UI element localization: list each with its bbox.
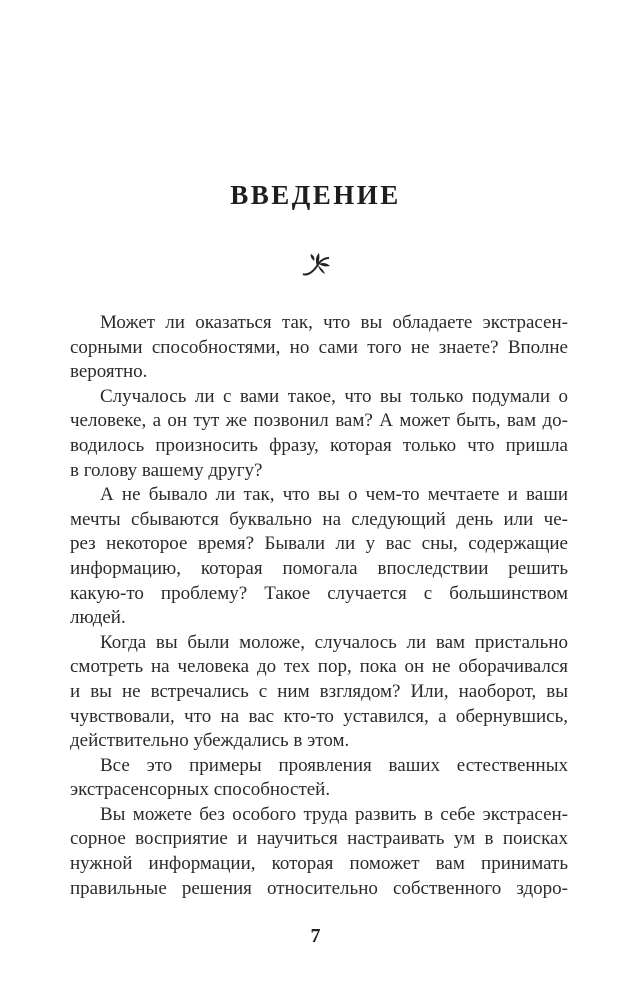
text-line: человеке, а он тут же позвонил вам? А может быть, вам до-	[70, 410, 568, 432]
body-text	[70, 311, 568, 901]
text-line: действительно убеждались в этом.	[70, 730, 350, 752]
text-line: чувствовали, что на вас кто-то уставился, а обернувшись,	[70, 705, 568, 727]
text-line: какую-то проблему? Такое случается с большинством	[70, 582, 568, 604]
text-line: людей.	[70, 607, 126, 629]
text-line: Вы можете без особого труда развить в себе экстрасен-	[100, 803, 568, 825]
text-line: в голову вашему другу?	[70, 459, 263, 481]
text-line: Все это примеры проявления ваших естественных	[100, 754, 568, 776]
page-number: 7	[310, 925, 321, 947]
text-line: сорное восприятие и научиться настраивать ум в поисках	[70, 828, 568, 850]
text-line: правильные решения относительно собственного здоро-	[70, 877, 568, 899]
floral-ornament-icon	[297, 250, 337, 278]
text-line: вероятно.	[70, 361, 148, 383]
text-line: Может ли оказаться так, что вы обладаете экстрасен-	[100, 312, 568, 333]
text-line: А не бывало ли так, что вы о чем-то мечтаете и ваши	[100, 484, 568, 506]
text-line: Когда вы были моложе, случалось ли вам пристально	[100, 631, 568, 653]
text-line: нужной информации, которая поможет вам принимать	[70, 853, 568, 875]
text-line: рез некоторое время? Бывали ли у вас сны, содержащие	[70, 533, 568, 555]
text-line: и вы не встречались с ним взглядом? Или, наоборот, вы	[70, 680, 568, 702]
text-line: смотреть на человека до тех пор, пока он не оборачивался	[70, 656, 568, 678]
text-line: Случалось ли с вами такое, что вы только подумали о	[100, 385, 568, 407]
text-line: сорными способностями, но сами того не знаете? Вполне	[70, 336, 568, 358]
chapter-title: ВВЕДЕНИЕ	[230, 180, 401, 210]
text-line: экстрасенсорных способностей.	[70, 779, 331, 801]
text-line: информацию, которая помогала впоследствии решить	[70, 557, 568, 579]
text-line: мечты сбываются буквально на следующий день или че-	[70, 508, 568, 530]
text-line: водилось произносить фразу, которая только что пришла	[70, 434, 568, 456]
